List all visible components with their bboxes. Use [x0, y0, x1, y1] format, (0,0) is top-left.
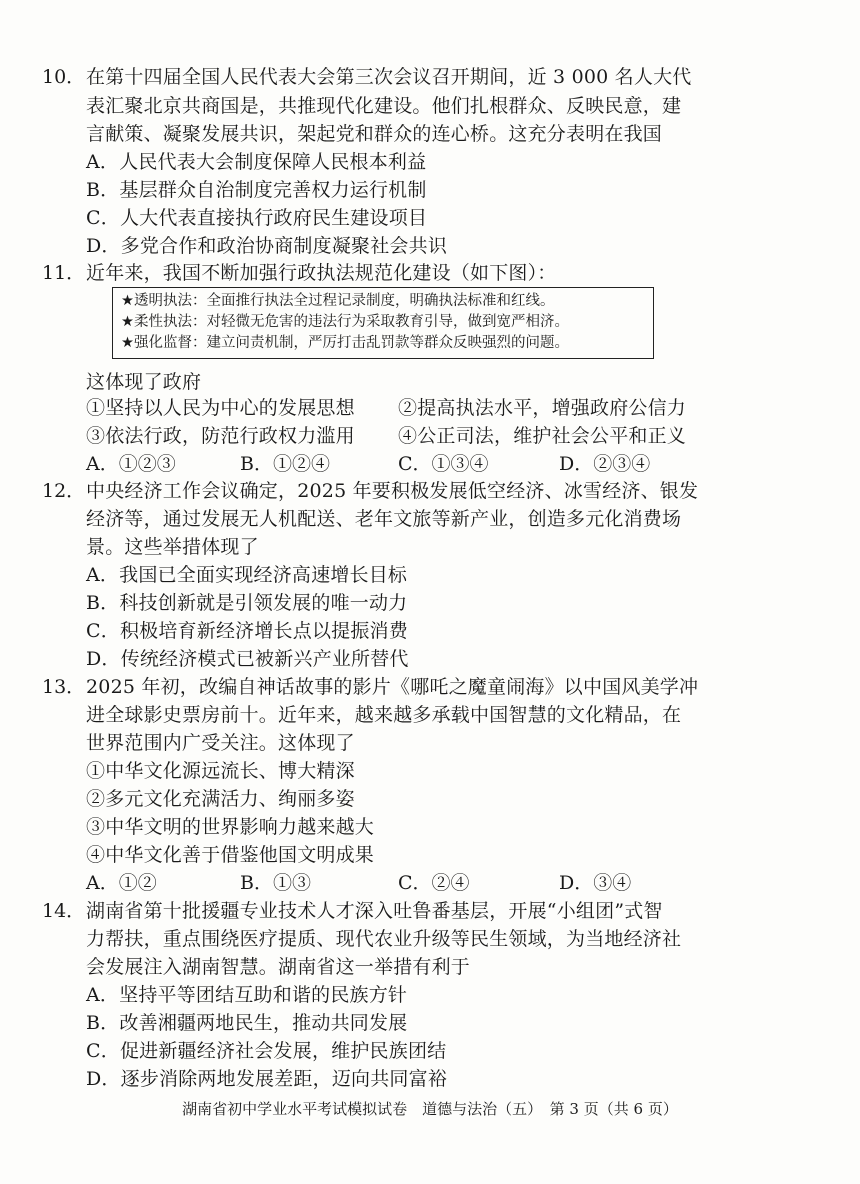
question-11-info-box [112, 287, 654, 359]
box-line-flexible-enforcement: ★柔性执法：对轻微无危害的违法行为采取教育引导，做到宽严相济。 [121, 314, 569, 330]
question-11-item-4: ④公正司法，维护社会公平和正义 [398, 425, 687, 447]
question-13-option-a: A．①② [86, 872, 157, 894]
question-13-item-2: ②多元文化充满活力、绚丽多姿 [86, 788, 355, 810]
question-12-stem-line-1: 中央经济工作会议确定，2025 年要积极发展低空经济、冰雪经济、银发 [86, 480, 699, 502]
question-11-item-1: ①坚持以人民为中心的发展思想 [86, 397, 355, 419]
question-11-stem-2: 这体现了政府 [86, 371, 202, 393]
question-12-option-a: A．我国已全面实现经济高速增长目标 [86, 564, 408, 586]
question-11-option-a: A．①②③ [86, 453, 176, 475]
question-10-option-b: B．基层群众自治制度完善权力运行机制 [86, 179, 427, 201]
question-14-option-a: A．坚持平等团结互助和谐的民族方针 [86, 984, 408, 1006]
question-12-option-c: C．积极培育新经济增长点以提振消费 [86, 620, 408, 642]
question-14-stem-line-1: 湖南省第十批援疆专业技术人才深入吐鲁番基层，开展“小组团”式智 [86, 900, 663, 922]
question-13-stem-line-1: 2025 年初，改编自神话故事的影片《哪吒之魔童闹海》以中国风美学冲 [86, 676, 699, 698]
question-14-stem-line-3: 会发展注入湖南智慧。湖南省这一举措有利于 [86, 956, 471, 978]
question-10-stem-line-3: 言献策、凝聚发展共识，架起党和群众的连心桥。这充分表明在我国 [86, 123, 663, 145]
question-13-item-4: ④中华文化善于借鉴他国文明成果 [86, 844, 375, 866]
question-10-option-a: A．人民代表大会制度保障人民根本利益 [86, 151, 427, 173]
question-14-option-c: C．促进新疆经济社会发展，维护民族团结 [86, 1040, 447, 1062]
question-11-stem: 近年来，我国不断加强行政执法规范化建设（如下图）： [86, 262, 557, 284]
question-13-option-c: C．②④ [398, 872, 470, 894]
question-13-stem-line-2: 进全球影史票房前十。近年来，越来越多承载中国智慧的文化精品，在 [86, 704, 682, 726]
question-10-option-d: D．多党合作和政治协商制度凝聚社会共识 [86, 235, 448, 257]
question-14-number: 14． [42, 900, 86, 922]
question-10-stem-line-1: 在第十四届全国人民代表大会第三次会议召开期间，近 3 000 名人大代 [86, 66, 692, 88]
question-13-number: 13． [42, 676, 86, 698]
question-13-item-3: ③中华文明的世界影响力越来越大 [86, 816, 375, 838]
question-11-option-b: B．①②④ [240, 453, 330, 475]
question-12-option-d: D．传统经济模式已被新兴产业所替代 [86, 648, 409, 670]
question-11-item-3: ③依法行政，防范行政权力滥用 [86, 425, 355, 447]
question-10-stem-line-2: 表汇聚北京共商国是，共推现代化建设。他们扎根群众、反映民意，建 [86, 95, 682, 117]
question-10-number: 10． [42, 66, 86, 88]
question-13-option-b: B．①③ [240, 872, 311, 894]
box-line-strengthen-supervision: ★强化监督：建立问责机制，严厉打击乱罚款等群众反映强烈的问题。 [121, 335, 569, 351]
question-14-stem-line-2: 力帮扶，重点围绕医疗提质、现代农业升级等民生领域，为当地经济社 [86, 928, 682, 950]
question-10-option-c: C．人大代表直接执行政府民生建设项目 [86, 207, 428, 229]
question-13-option-d: D．③④ [559, 872, 632, 894]
question-13-stem-line-3: 世界范围内广受关注。这体现了 [86, 732, 355, 754]
question-13-item-1: ①中华文化源远流长、博大精深 [86, 760, 355, 782]
question-14-option-b: B．改善湘疆两地民生，推动共同发展 [86, 1012, 408, 1034]
question-11-item-2: ②提高执法水平，增强政府公信力 [398, 397, 687, 419]
question-14-option-d: D．逐步消除两地发展差距，迈向共同富裕 [86, 1068, 448, 1090]
question-12-number: 12． [42, 480, 86, 502]
question-12-stem-line-3: 景。这些举措体现了 [86, 536, 259, 558]
question-11-number: 11． [42, 262, 86, 284]
box-line-transparent-enforcement: ★透明执法：全面推行执法全过程记录制度，明确执法标准和红线。 [121, 293, 555, 309]
question-12-stem-line-2: 经济等，通过发展无人机配送、老年文旅等新产业，创造多元化消费场 [86, 508, 682, 530]
question-12-option-b: B．科技创新就是引领发展的唯一动力 [86, 592, 408, 614]
question-11-option-c: C．①③④ [398, 453, 489, 475]
page-footer: 湖南省初中学业水平考试模拟试卷 道德与法治（五） 第 3 页（共 6 页） [182, 1100, 678, 1118]
question-11-option-d: D．②③④ [559, 453, 651, 475]
